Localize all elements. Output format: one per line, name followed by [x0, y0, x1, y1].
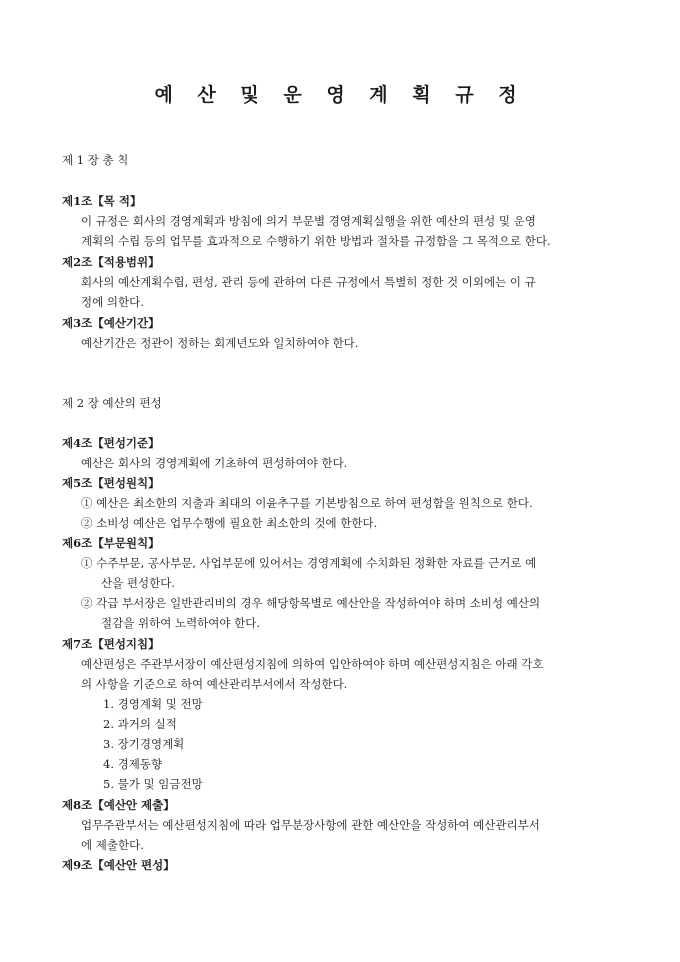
article-8-text-line1: 업무주관부서는 예산편성지침에 따라 업무분장사항에 관한 예산안을 작성하여 예산관리부서 [81, 818, 540, 832]
article-6-item-1: ① 수주부문, 공사부문, 사업부문에 있어서는 경영계획에 수치화된 정확한 자료를 근거로 예 [81, 556, 537, 570]
chapter-1-heading: 제 1 장 총 칙 [62, 153, 129, 167]
article-3-title: 제3조【예산기간】 [62, 316, 160, 330]
article-1-text-line2: 계획의 수립 등의 업무를 효과적으로 수행하기 위한 방법과 절차를 규정함을 그 목적으로 한다. [81, 234, 551, 248]
article-1-title: 제1조【목 적】 [62, 194, 142, 208]
article-2-text-line1: 회사의 예산계획수립, 편성, 관리 등에 관하여 다른 규정에서 특별히 정한 것 이외에는 이 규 [81, 275, 536, 289]
article-7-list-item: 1. 경영계획 및 전망 [103, 697, 203, 711]
article-2-text-line2: 정에 의한다. [81, 295, 144, 309]
article-6-title: 제6조【부문원칙】 [62, 536, 160, 550]
article-8-text-line2: 에 제출한다. [81, 838, 144, 852]
article-6-item-1-cont: 산을 편성한다. [101, 576, 175, 590]
chapter-2-heading: 제 2 장 예산의 편성 [62, 396, 162, 410]
article-8-title: 제8조【예산안 제출】 [62, 798, 175, 812]
article-7-text-line1: 예산편성은 주관부서장이 예산편성지침에 의하여 입안하여야 하며 예산편성지침은 아래 각호 [81, 657, 544, 671]
article-2-title: 제2조【적용범위】 [62, 255, 160, 269]
article-5-title: 제5조【편성원칙】 [62, 476, 160, 490]
article-9-title: 제9조【예산안 편성】 [62, 858, 175, 872]
article-7-list-item: 5. 물가 및 임금전망 [103, 777, 203, 791]
article-5-item-1: ① 예산은 최소한의 지출과 최대의 이윤추구를 기본방침으로 하여 편성함을 원칙으로 한다. [81, 496, 533, 510]
article-1-text-line1: 이 규정은 회사의 경영계획과 방침에 의거 부문별 경영계획실행을 위한 예산의 편성 및 운영 [81, 214, 536, 228]
article-7-list-item: 4. 경제동향 [103, 757, 163, 771]
article-7-list-item: 3. 장기경영계획 [103, 737, 185, 751]
article-6-item-2: ② 각급 부서장은 일반관리비의 경우 해당항목별로 예산안을 작성하여야 하며 소비성 예산의 [81, 596, 541, 610]
article-7-text-line2: 의 사항을 기준으로 하여 예산관리부서에서 작성한다. [81, 677, 348, 691]
article-7-list-item: 2. 과거의 실적 [103, 717, 177, 731]
article-5-item-2: ② 소비성 예산은 업무수행에 필요한 최소한의 것에 한한다. [81, 516, 378, 530]
article-3-text-line1: 예산기간은 정관이 정하는 회계년도와 일치하여야 한다. [81, 336, 359, 350]
article-4-title: 제4조【편성기준】 [62, 436, 160, 450]
article-6-item-2-cont: 절감을 위하여 노력하여야 한다. [101, 616, 261, 630]
article-4-text-line1: 예산은 회사의 경영계획에 기초하여 편성하여야 한다. [81, 456, 348, 470]
article-7-title: 제7조【편성지침】 [62, 637, 160, 651]
page-title: 예 산 및 운 영 계 획 규 정 [154, 84, 526, 106]
